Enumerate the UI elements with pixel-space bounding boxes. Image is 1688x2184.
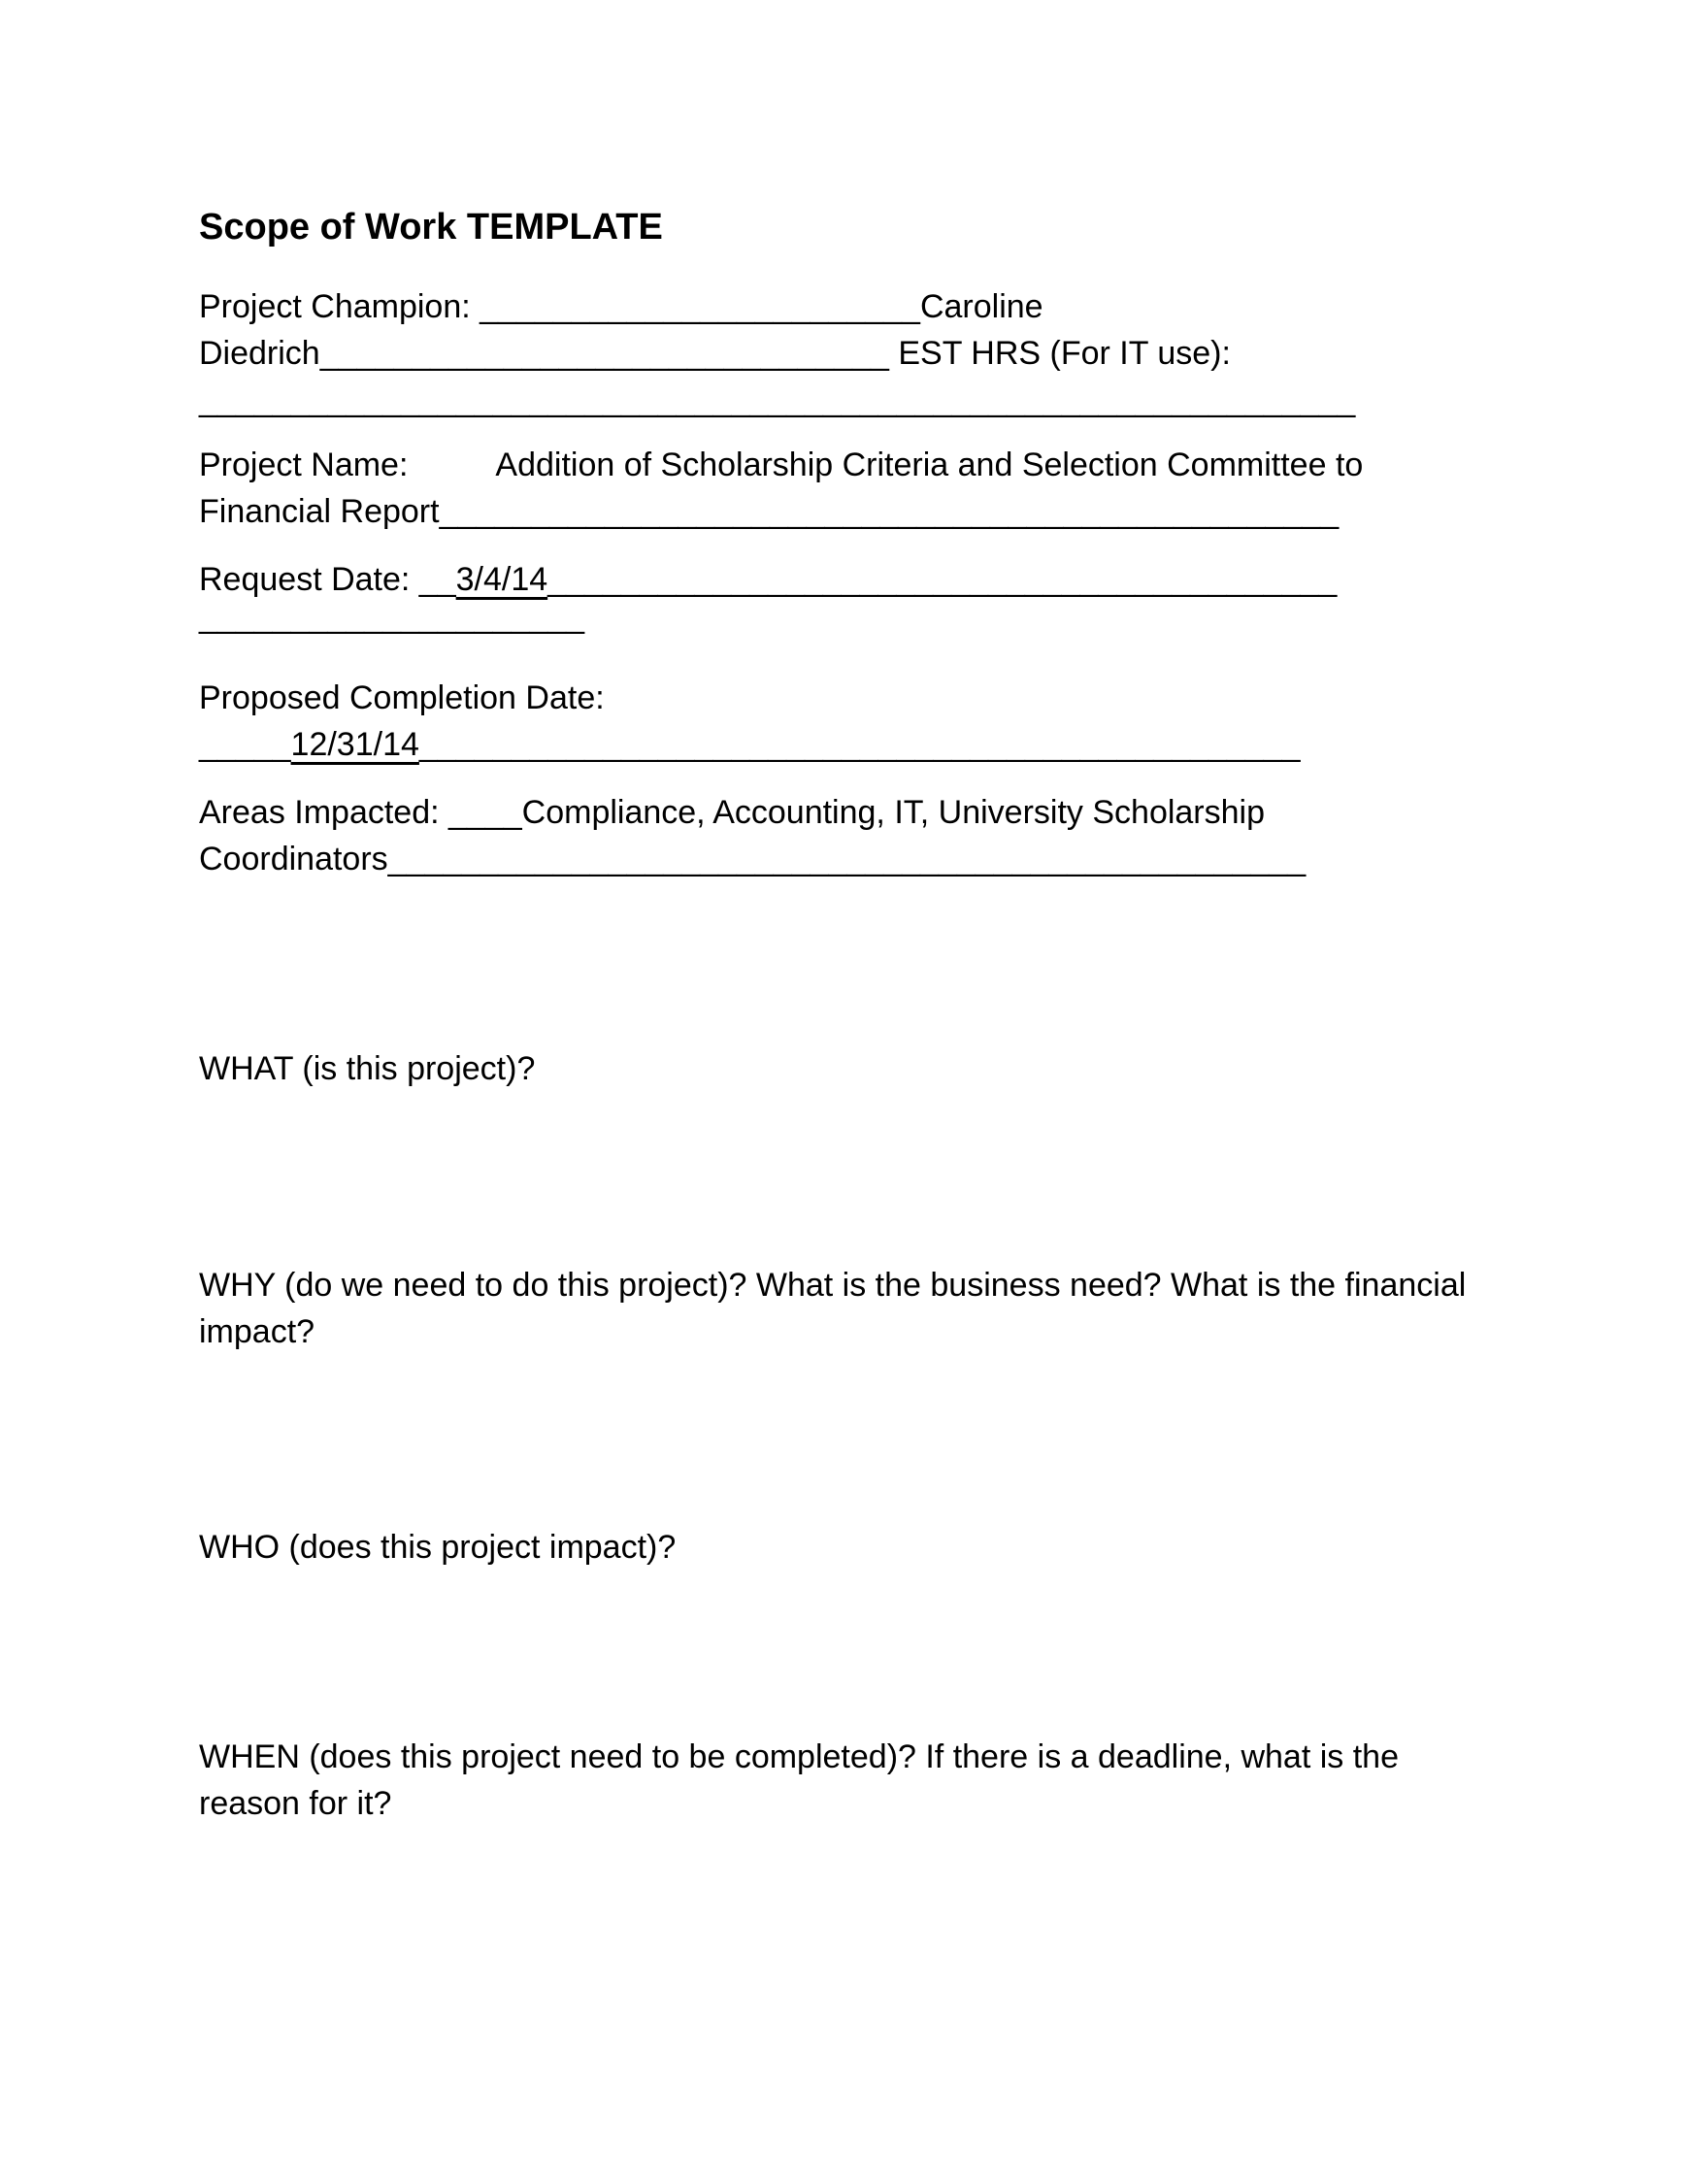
question-who-text: WHO (does this project impact)? [199, 1529, 677, 1566]
request-date-blank-before: __ [418, 561, 456, 598]
est-hrs-blank-line [199, 377, 1494, 423]
areas-impacted-line-2 [199, 836, 1494, 882]
completion-date-field [199, 675, 1494, 768]
completion-date-value: 12/31/14 [290, 726, 419, 763]
question-what [199, 1045, 1494, 1092]
document-title: Scope of Work TEMPLATE [199, 207, 663, 248]
project-champion-line-2 [199, 330, 1494, 377]
project-champion-label: Project Champion: [199, 288, 480, 325]
question-why-line-1 [199, 1262, 1494, 1308]
question-why-text-1: WHY (do we need to do this project)? What is the business need? What is the financial [199, 1267, 1467, 1304]
areas-impacted-value-1: Compliance, Accounting, IT, University Scholarship [521, 794, 1266, 831]
question-why-text-2: impact? [199, 1313, 315, 1350]
request-date-label: Request Date: [199, 561, 419, 598]
question-what-text: WHAT (is this project)? [199, 1050, 536, 1087]
completion-date-label-line [199, 675, 1494, 721]
project-champion-line-1 [199, 283, 1494, 330]
project-champion-last-name: Diedrich [199, 335, 320, 372]
question-why-line-2 [199, 1308, 1494, 1355]
extra-blank: _____________________ [199, 598, 585, 635]
project-champion-blank-2: _______________________________ [319, 335, 889, 372]
project-name-value-1: Addition of Scholarship Criteria and Selection Committee to [495, 447, 1364, 483]
question-who-line [199, 1524, 1494, 1571]
project-name-label: Project Name: [199, 447, 409, 483]
project-name-line-1 [199, 442, 1494, 488]
question-when-text-2: reason for it? [199, 1785, 392, 1822]
project-champion-blank: ________________________ [480, 288, 920, 325]
areas-impacted-line-1 [199, 789, 1494, 836]
project-name-blank: _________________________________________________ [439, 493, 1340, 530]
areas-impacted-value-2: Coordinators [199, 841, 388, 877]
completion-date-label: Proposed Completion Date: [199, 679, 614, 716]
completion-date-blank-before: _____ [199, 726, 291, 763]
question-when-line-2 [199, 1780, 1494, 1827]
est-hrs-label: EST HRS (For IT use): [888, 335, 1231, 372]
project-name-value-2: Financial Report [199, 493, 440, 530]
project-name-line-2 [199, 488, 1494, 535]
areas-impacted-blank-after: __________________________________________________ [387, 841, 1307, 877]
request-date-blank-after: ___________________________________________ [547, 561, 1338, 598]
request-date-value: 3/4/14 [455, 561, 548, 598]
question-who [199, 1524, 1494, 1571]
completion-date-blank-after: ________________________________________________ [418, 726, 1301, 763]
question-when-text-1: WHEN (does this project need to be completed)? If there is a deadline, what is the [199, 1738, 1399, 1775]
project-champion-field [199, 283, 1494, 423]
est-hrs-blank: _______________________________________________________________ [199, 381, 1356, 418]
question-when-line-1 [199, 1734, 1494, 1780]
project-champion-first-name: Caroline [919, 288, 1043, 325]
question-when [199, 1734, 1494, 1827]
areas-impacted-field [199, 789, 1494, 882]
areas-impacted-blank-before: ____ [448, 794, 522, 831]
question-why [199, 1262, 1494, 1355]
areas-impacted-label: Areas Impacted: [199, 794, 449, 831]
completion-date-value-line [199, 721, 1494, 768]
question-what-line [199, 1045, 1494, 1092]
project-name-field [199, 442, 1494, 535]
